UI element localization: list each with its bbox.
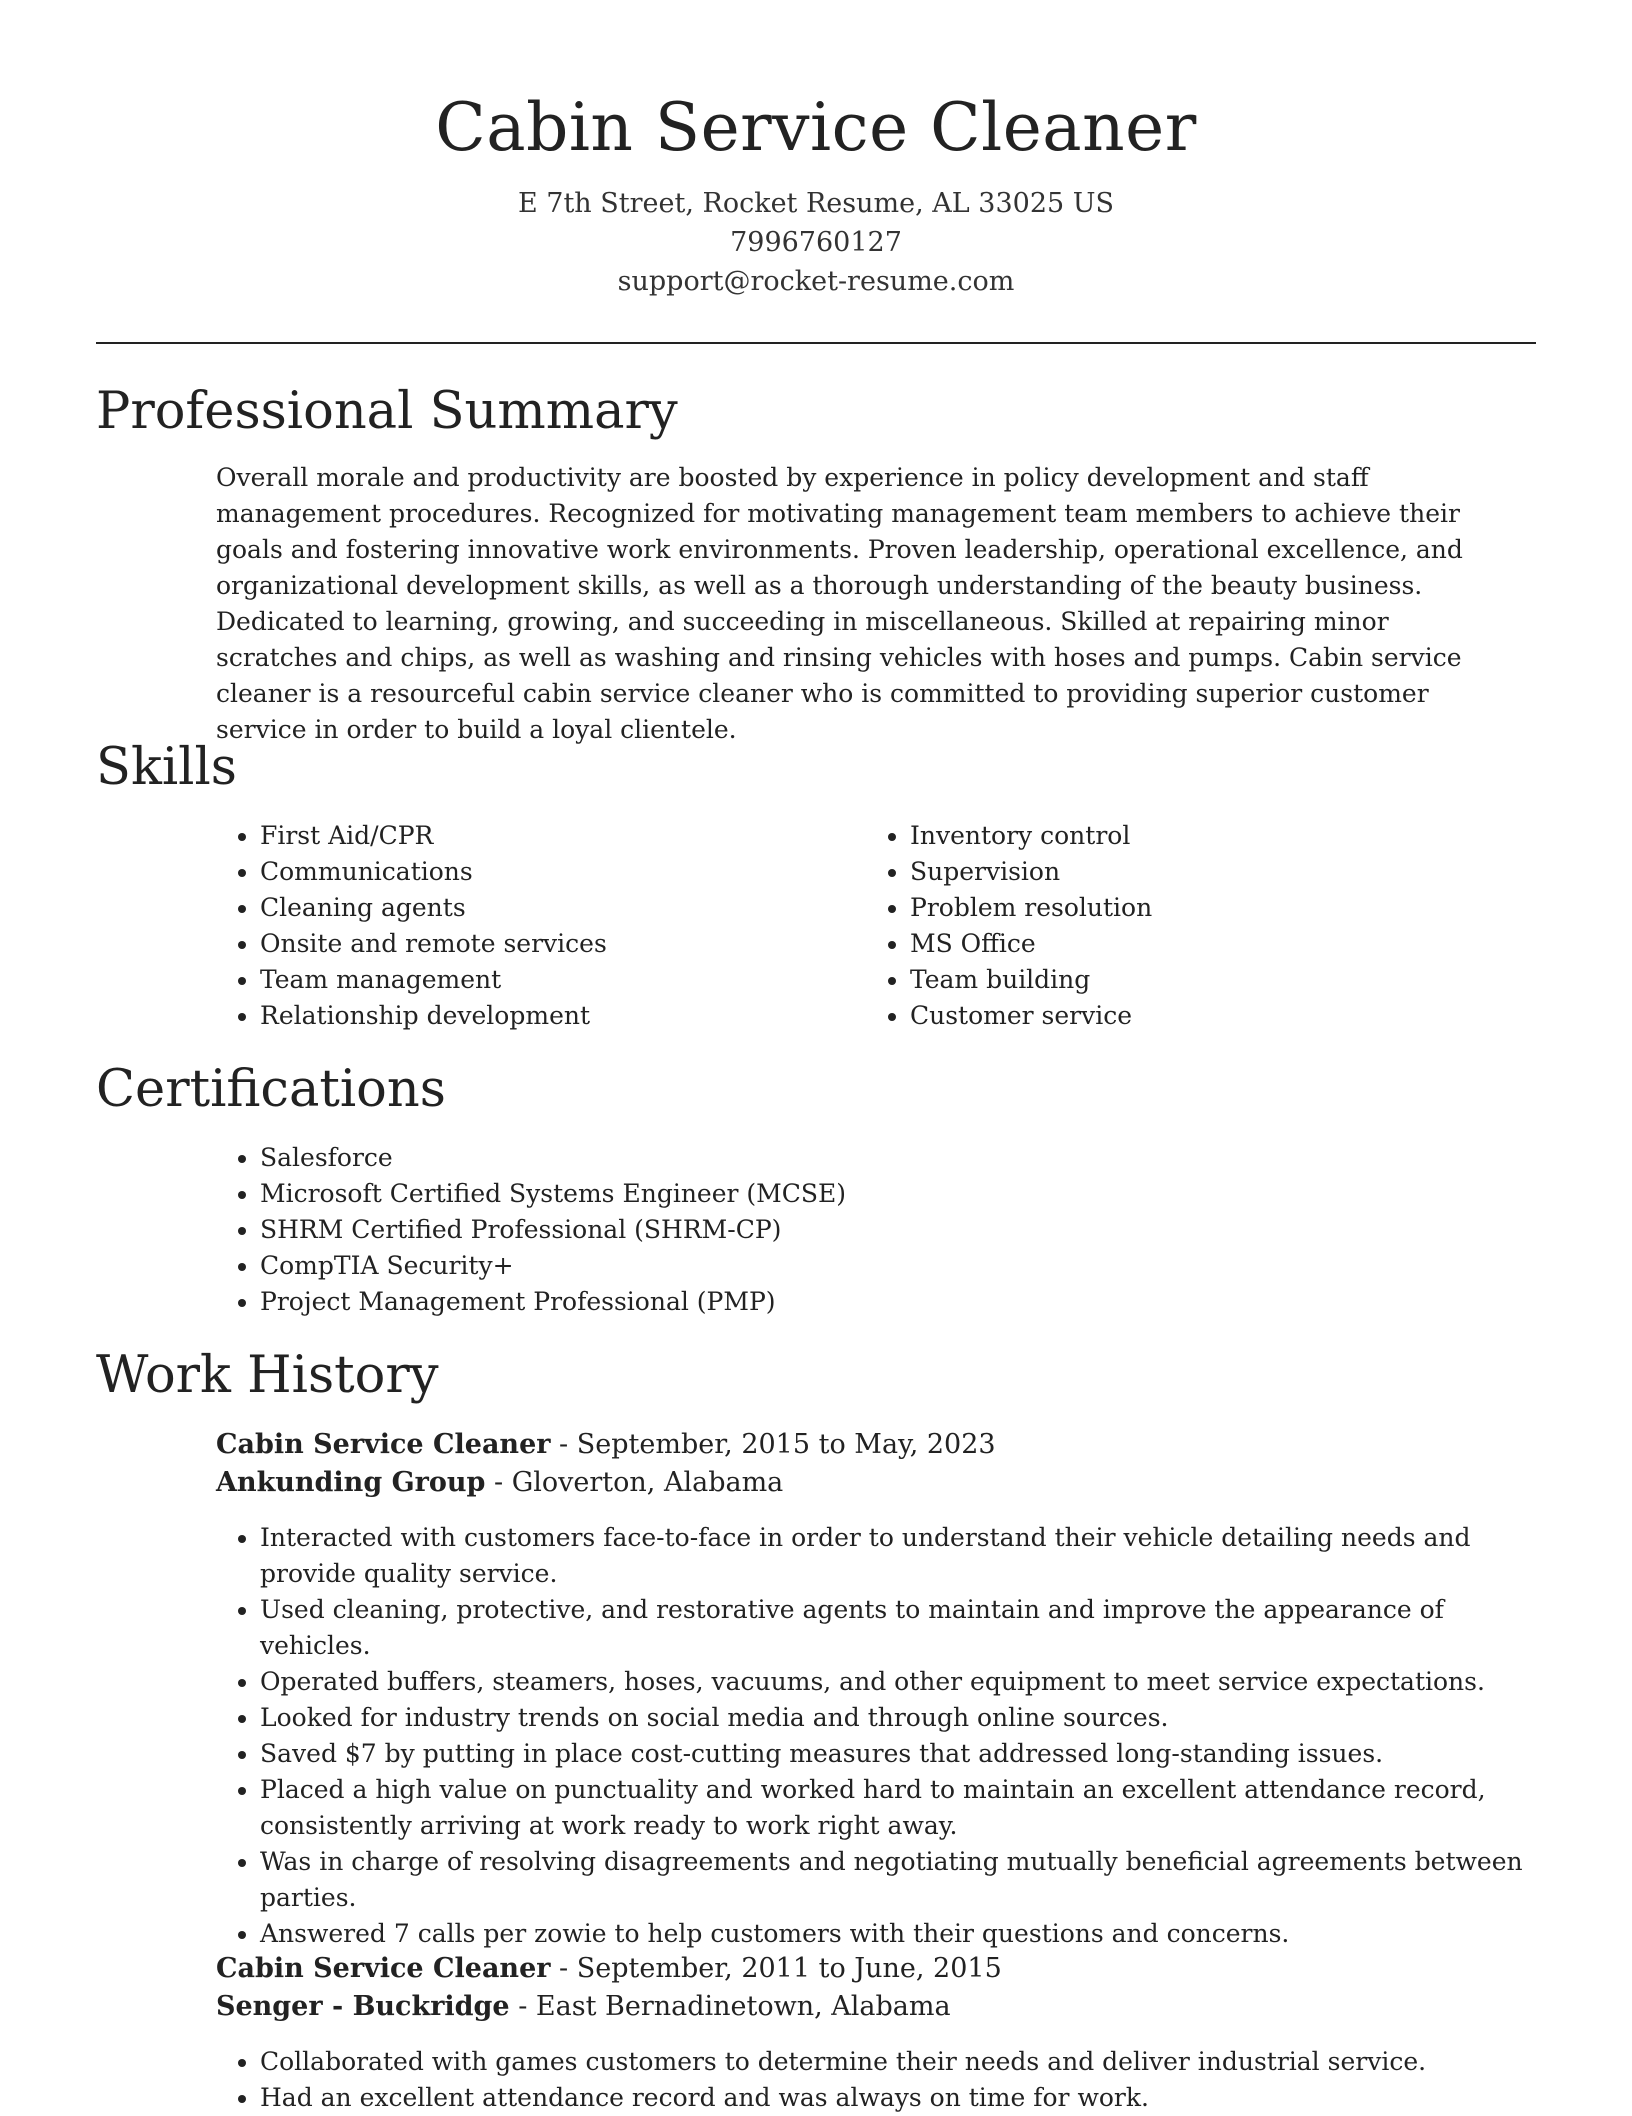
job-bullet: • Saved $7 by putting in place cost-cutting measures that addressed long-standing issues. — [260, 1736, 1560, 1772]
skill-item: • Onsite and remote services — [260, 926, 820, 962]
work-history-heading: Work History — [96, 1346, 439, 1405]
certification-item: • Microsoft Certified Systems Engineer (MCSE) — [260, 1176, 1560, 1212]
job-separator: - — [485, 1467, 512, 1498]
skill-item: • Problem resolution — [910, 890, 1510, 926]
job-bullet: • Collaborated with games customers to determine their needs and deliver industrial service. — [260, 2044, 1560, 2080]
job-bullets — [216, 1520, 1560, 1952]
job-location: Gloverton, Alabama — [511, 1467, 784, 1498]
skills-list-left — [216, 818, 820, 1034]
skill-item: • Relationship development — [260, 998, 820, 1034]
certification-item: • Project Management Professional (PMP) — [260, 1284, 1560, 1320]
skill-item: • First Aid/CPR — [260, 818, 820, 854]
certifications-heading: Certifications — [96, 1060, 446, 1119]
job-location: East Bernadinetown, Alabama — [535, 1991, 951, 2022]
contact-email: support@rocket-resume.com — [617, 266, 1015, 297]
job-company-line — [216, 1988, 951, 2026]
summary-heading: Professional Summary — [96, 382, 678, 441]
job-company: Senger - Buckridge — [216, 1991, 510, 2022]
job-title-line — [216, 1950, 1002, 1988]
skill-item: • Communications — [260, 854, 820, 890]
job-bullet: • Had an excellent attendance record and was always on time for work. — [260, 2080, 1560, 2116]
job-title-line — [216, 1426, 996, 1464]
job-bullets — [216, 2044, 1560, 2116]
job-bullet: • Placed a high value on punctuality and worked hard to maintain an excellent attendance record, consistently arriving at work ready to work right away. — [260, 1772, 1560, 1844]
job-bullet: • Looked for industry trends on social media and through online sources. — [260, 1700, 1560, 1736]
skill-item: • Supervision — [910, 854, 1510, 890]
job-dates: September, 2015 to May, 2023 — [576, 1429, 996, 1460]
job-company: Ankunding Group — [216, 1467, 486, 1498]
job-bullet: • Operated buffers, steamers, hoses, vacuums, and other equipment to meet service expectations. — [260, 1664, 1560, 1700]
job-bullet: • Used cleaning, protective, and restorative agents to maintain and improve the appearance of vehicles. — [260, 1592, 1560, 1664]
contact-info — [0, 184, 1632, 301]
skill-item: • MS Office — [910, 926, 1510, 962]
skill-item: • Customer service — [910, 998, 1510, 1034]
summary-text: Overall morale and productivity are boosted by experience in policy development and staff management procedures. Recognized for motivating management team members to achieve their goals and fostering innovative work environments. Proven leadership, operational excellence, and organizational development skills, as well as a thorough understanding of the beauty business. Dedicated to learning, growing, and succeeding in miscellaneous. Skilled at repairing minor scratches and chips, as well as washing and rinsing vehicles with hoses and pumps. Cabin service cleaner is a resourceful cabin service cleaner who is committed to providing superior customer service in order to build a loyal clientele. — [216, 463, 1463, 744]
certification-item: • Salesforce — [260, 1140, 1560, 1176]
job-bullet: • Interacted with customers face-to-face in order to understand their vehicle detailing needs and provide quality service. — [260, 1520, 1560, 1592]
skill-item: • Team building — [910, 962, 1510, 998]
job-position: Cabin Service Cleaner — [216, 1953, 551, 1984]
skill-item: • Inventory control — [910, 818, 1510, 854]
certification-item: • SHRM Certified Professional (SHRM-CP) — [260, 1212, 1560, 1248]
skills-list-right — [866, 818, 1510, 1034]
candidate-name: Cabin Service Cleaner — [435, 89, 1197, 166]
header-divider — [96, 342, 1536, 344]
skill-item: • Team management — [260, 962, 820, 998]
job-bullet: • Was in charge of resolving disagreements and negotiating mutually beneficial agreements between parties. — [260, 1844, 1560, 1916]
job-bullet: • Answered 7 calls per zowie to help customers with their questions and concerns. — [260, 1916, 1560, 1952]
certifications-list — [216, 1140, 1560, 1320]
resume-header — [0, 0, 1632, 301]
skill-item: • Cleaning agents — [260, 890, 820, 926]
job-separator: - — [550, 1429, 577, 1460]
job-separator: - — [550, 1953, 577, 1984]
job-position: Cabin Service Cleaner — [216, 1429, 551, 1460]
contact-phone: 7996760127 — [730, 227, 902, 258]
contact-address: E 7th Street, Rocket Resume, AL 33025 US — [517, 188, 1115, 219]
skills-heading: Skills — [96, 738, 237, 797]
job-company-line — [216, 1464, 783, 1502]
job-dates: September, 2011 to June, 2015 — [576, 1953, 1002, 1984]
certification-item: • CompTIA Security+ — [260, 1248, 1560, 1284]
job-separator: - — [509, 1991, 536, 2022]
